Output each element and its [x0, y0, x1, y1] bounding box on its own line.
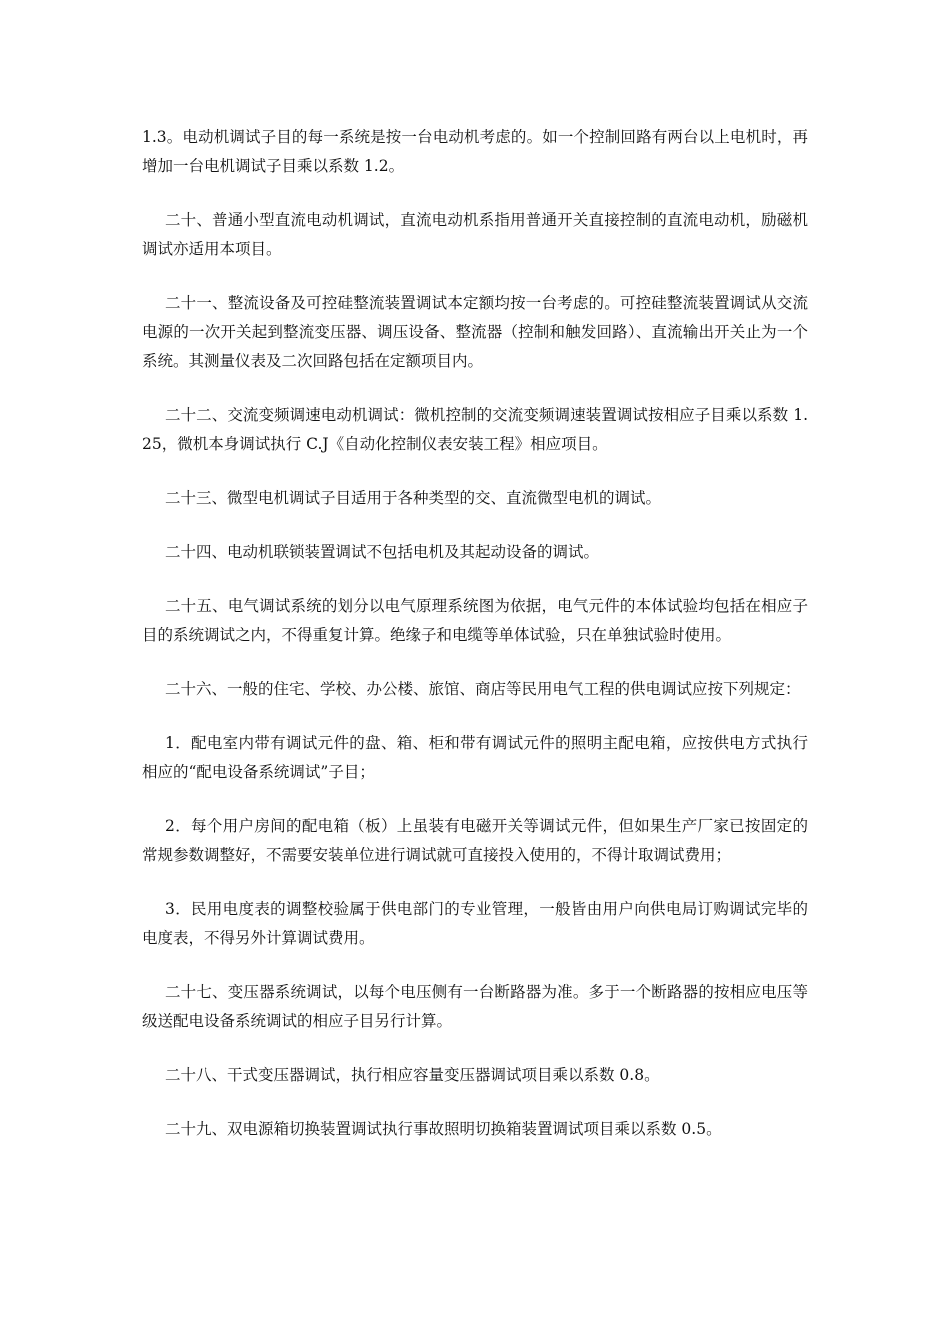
document-body: [142, 123, 808, 1169]
paragraph-13: 二十八、干式变压器调试，执行相应容量变压器调试项目乘以系数 0.8。: [165, 1066, 660, 1084]
paragraph-5: 二十三、微型电机调试子目适用于各种类型的交、直流微型电机的调试。: [165, 489, 662, 507]
paragraph-1: 1.3。电动机调试子目的每一系统是按一台电动机考虑的。如一个控制回路有两台以上电机时，再增加一台电机调试子目乘以系数 1.2。: [142, 128, 808, 175]
paragraph-12: 二十七、变压器系统调试，以每个电压侧有一台断路器为准。多于一个断路器的按相应电压等级送配电设备系统调试的相应子目另行计算。: [142, 983, 808, 1030]
paragraph-2: 二十、普通小型直流电动机调试，直流电动机系指用普通开关直接控制的直流电动机，励磁机调试亦适用本项目。: [142, 211, 808, 258]
paragraph-8: 二十六、一般的住宅、学校、办公楼、旅馆、商店等民用电气工程的供电调试应按下列规定：: [165, 680, 801, 698]
paragraph-3: 二十一、整流设备及可控硅整流装置调试本定额均按一台考虑的。可控硅整流装置调试从交流电源的一次开关起到整流变压器、调压设备、整流器（控制和触发回路）、直流输出开关止为一个系统。其测量仪表及二次回路包括在定额项目内。: [142, 294, 808, 370]
paragraph-10: 2．每个用户房间的配电箱（板）上虽装有电磁开关等调试元件，但如果生产厂家已按固定的常规参数调整好，不需要安装单位进行调试就可直接投入使用的，不得计取调试费用；: [142, 817, 808, 864]
paragraph-7: 二十五、电气调试系统的划分以电气原理系统图为依据，电气元件的本体试验均包括在相应子目的系统调试之内，不得重复计算。绝缘子和电缆等单体试验，只在单独试验时使用。: [142, 597, 808, 644]
paragraph-6: 二十四、电动机联锁装置调试不包括电机及其起动设备的调试。: [165, 543, 600, 561]
paragraph-11: 3．民用电度表的调整校验属于供电部门的专业管理，一般皆由用户向供电局订购调试完毕的电度表，不得另外计算调试费用。: [142, 900, 808, 947]
paragraph-14: 二十九、双电源箱切换装置调试执行事故照明切换箱装置调试项目乘以系数 0.5。: [165, 1120, 722, 1138]
paragraph-9: 1．配电室内带有调试元件的盘、箱、柜和带有调试元件的照明主配电箱，应按供电方式执行相应的“配电设备系统调试”子目；: [142, 734, 808, 781]
paragraph-4: 二十二、交流变频调速电动机调试：微机控制的交流变频调速装置调试按相应子目乘以系数 1.25，微机本身调试执行 C.J《自动化控制仪表安装工程》相应项目。: [142, 406, 808, 453]
